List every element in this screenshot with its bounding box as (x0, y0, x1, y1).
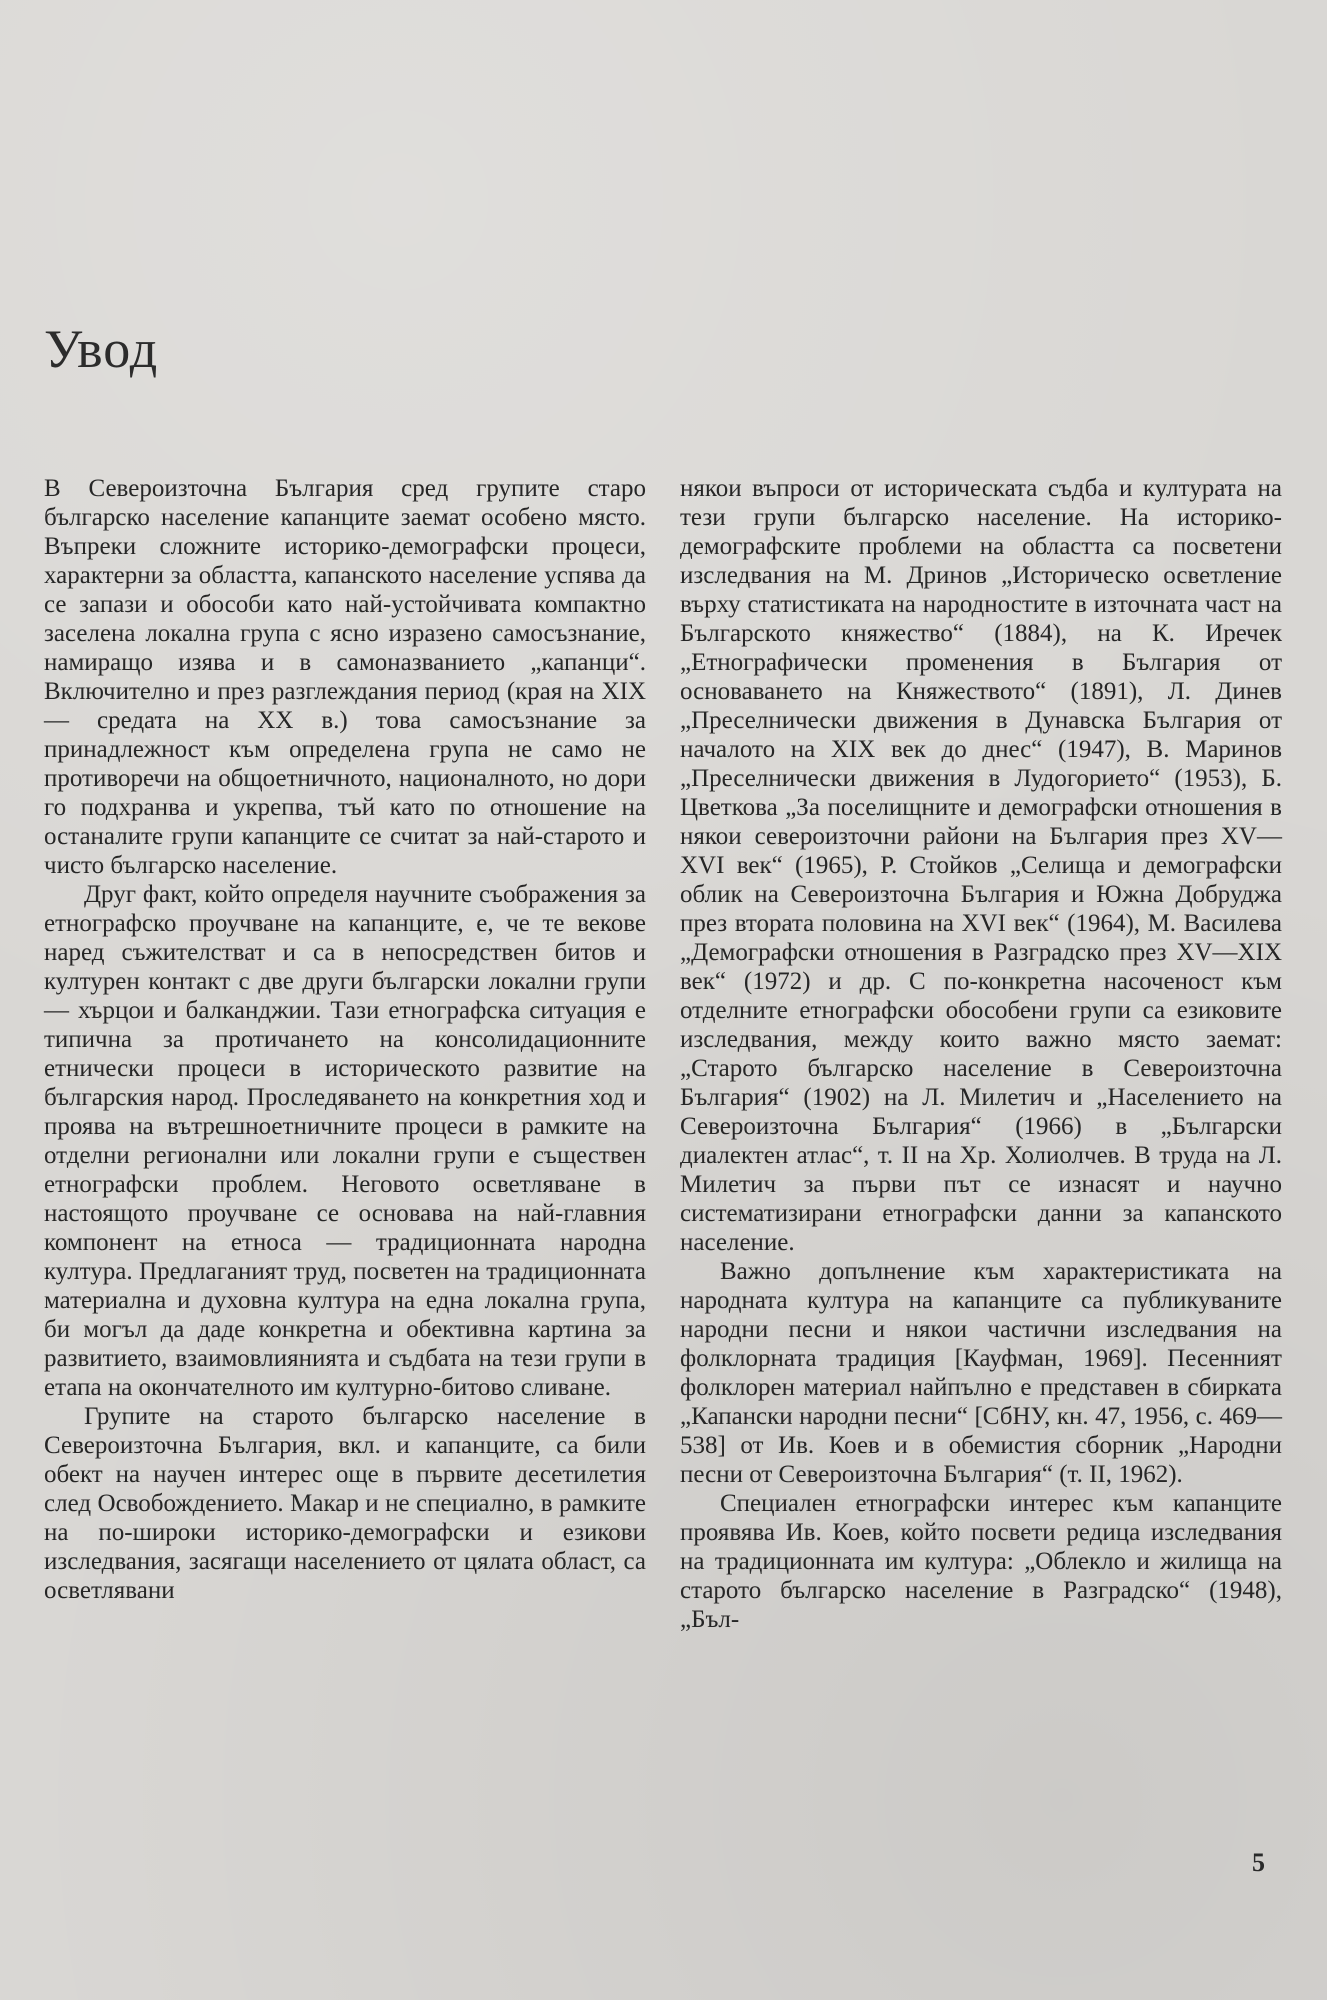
paragraph: Специален етнографски интерес към капанците проявява Ив. Коев, който посвети редица изследвания на традиционната им култура: „Облекло и жилища на старото българско население в Разградско“ (1948), „Бъл- (680, 1490, 1282, 1633)
right-text-column (680, 474, 1282, 1634)
paragraph: В Североизточна България сред групите старо българско население капанците заемат особено място. Въпреки сложните историко-демографски процеси, характерни за областта, капанското население успява да се запази и обособи като най-устойчивата компактно заселена локална група с ясно изразено самосъзнание, намиращо изява и в самоназванието „капанци“. Включително и през разглеждания период (края на XIX — средата на XX в.) това самосъзнание за принадлежност към определена група не само не противоречи на общоетничното, националното, но дори го подхранва и укрепва, тъй като по отношение на останалите групи капанците се считат за най-старото и чисто българско население. (44, 475, 646, 879)
left-text-column (44, 474, 646, 1605)
paragraph: Важно допълнение към характеристиката на народната култура на капанците са публикуваните народни песни и някои частични изследвания на фолклорната традиция [Кауфман, 1969]. Песенният фолклорен материал найпълно е представен в сбирката „Капански народни песни“ [СбНУ, кн. 47, 1956, с. 469—538] от Ив. Коев и в обемистия сборник „Народни песни от Североизточна България“ (т. II, 1962). (680, 1258, 1282, 1488)
paragraph: Друг факт, който определя научните съображения за етнографско проучване на капанците, е, че те векове наред съжителстват и са в непосредствен битов и културен контакт с две други български локални групи — хърцои и балканджии. Тази етнографска ситуация е типична за протичането на консолидационните етнически процеси в историческото развитие на българския народ. Проследяването на конкретния ход и проява на вътрешноетничните процеси в рамките на отделни регионални или локални групи е съществен етнографски проблем. Неговото осветляване в настоящото проучване се основава на най-главния компонент на етноса — традиционната народна култура. Предлаганият труд, посветен на традиционната материална и духовна култура на една локална група, би могъл да даде конкретна и обективна картина за развитието, взаимовлиянията и съдбата на тези групи в етапа на окончателното им културно-битово сливане. (44, 881, 646, 1401)
paragraph: Групите на старото българско население в Североизточна България, вкл. и капанците, са били обект на научен интерес още в първите десетилетия след Освобождението. Макар и не специално, в рамките на по-широки историко-демографски и езикови изследвания, засягащи населението от цялата област, са осветлявани (44, 1403, 646, 1604)
chapter-heading: Увод (44, 319, 159, 379)
paragraph: някои въпроси от историческата съдба и културата на тези групи българско население. На историко-демографските проблеми на областта са посветени изследвания на М. Дринов „Историческо осветление върху статистиката на народностите в източната част на Българското княжество“ (1884), на К. Иречек „Етнографически променения в България от основаването на Княжеството“ (1891), Л. Динев „Преселнически движения в Дунавска България от началото на XIX век до днес“ (1947), В. Маринов „Преселнически движения в Лудогорието“ (1953), Б. Цветкова „За поселищните и демографски отношения в някои североизточни райони на България през XV—XVI век“ (1965), Р. Стойков „Селища и демографски облик на Североизточна България и Южна Добруджа през втората половина на XVI век“ (1964), М. Василева „Демографски отношения в Разградско през XV—XIX век“ (1972) и др. С по-конкретна насоченост към отделните етнографски обособени групи са езиковите изследвания, между които важно място заемат: „Старото българско население в Североизточна България“ (1902) на Л. Милетич и „Населението на Североизточна България“ (1966) в „Български диалектен атлас“, т. II на Хр. Холиолчев. В труда на Л. Милетич за първи път се изнасят и научно систематизирани етнографски данни за капанското население. (680, 475, 1282, 1256)
page-number: 5 (1252, 1848, 1265, 1877)
